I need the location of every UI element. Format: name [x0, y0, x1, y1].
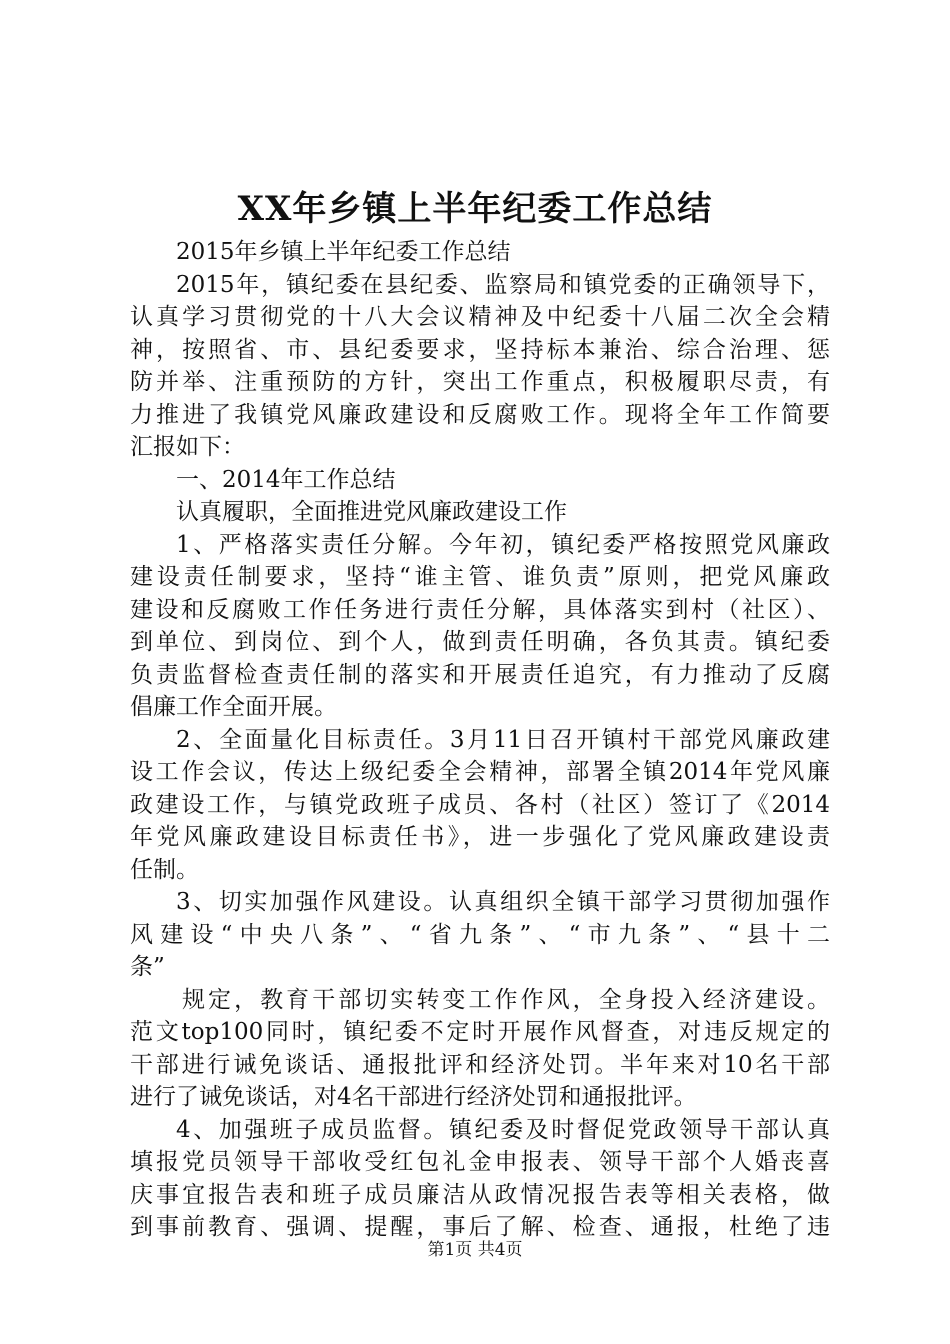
- paragraph-line: 1、严格落实责任分解。今年初，镇纪委严格按照党风廉政: [176, 531, 830, 558]
- paragraph-line: 汇报如下：: [130, 434, 245, 460]
- paragraph-line: 干部进行诫免谈话、通报批评和经济处罚。半年来对10名干部: [130, 1051, 830, 1078]
- document-body: [130, 236, 830, 1244]
- paragraph-line: 范文top100同时，镇纪委不定时开展作风督查，对违反规定的: [130, 1019, 830, 1045]
- paragraph-line: 条”: [130, 954, 165, 980]
- subsection-heading: 认真履职，全面推进党风廉政建设工作: [176, 499, 567, 525]
- paragraph-line: 力推进了我镇党风廉政建设和反腐败工作。现将全年工作简要: [130, 401, 830, 428]
- paragraph-line: 到事前教育、强调、提醒，事后了解、检查、通报，杜绝了违: [130, 1214, 830, 1240]
- paragraph-line: 建设和反腐败工作任务进行责任分解，具体落实到村（社区）、: [130, 596, 830, 623]
- paragraph-line: 庆事宜报告表和班子成员廉洁从政情况报告表等相关表格，做: [130, 1181, 830, 1208]
- paragraph-line: 建设责任制要求，坚持“谁主管、谁负责”原则，把党风廉政: [130, 564, 830, 590]
- paragraph-line: 防并举、注重预防的方针，突出工作重点，积极履职尽责，有: [130, 369, 830, 395]
- page-footer: 第1页 共4页: [427, 1240, 523, 1260]
- paragraph-line: 规定，教育干部切实转变工作作风，全身投入经济建设。: [182, 986, 830, 1013]
- paragraph-line: 到单位、到岗位、到个人，做到责任明确，各负其责。镇纪委: [130, 629, 830, 655]
- paragraph-line: 2、全面量化目标责任。3月11日召开镇村干部党风廉政建: [176, 726, 830, 753]
- paragraph-line: 进行了诫免谈话，对4名干部进行经济处罚和通报批评。: [130, 1084, 697, 1110]
- paragraph-line: 倡廉工作全面开展。: [130, 694, 337, 720]
- section-heading: 一、2014年工作总结: [176, 466, 396, 493]
- paragraph-line: 3、切实加强作风建设。认真组织全镇干部学习贯彻加强作: [176, 889, 830, 915]
- paragraph-line: 年党风廉政建设目标责任书》，进一步强化了党风廉政建设责: [130, 824, 830, 850]
- paragraph-line: 政建设工作，与镇党政班子成员、各村（社区）签订了《2014: [130, 791, 830, 818]
- paragraph-line: 认真学习贯彻党的十八大会议精神及中纪委十八届二次全会精: [130, 304, 830, 330]
- paragraph-line: 任制。: [130, 856, 199, 883]
- paragraph-line: 负责监督检查责任制的落实和开展责任追究，有力推动了反腐: [130, 661, 830, 688]
- paragraph-line: 神，按照省、市、县纪委要求，坚持标本兼治、综合治理、惩: [130, 336, 830, 363]
- paragraph-line: 4、加强班子成员监督。镇纪委及时督促党政领导干部认真: [176, 1116, 830, 1143]
- paragraph-line: 填报党员领导干部收受红包礼金申报表、领导干部个人婚丧喜: [130, 1149, 830, 1175]
- paragraph-line: 设工作会议，传达上级纪委全会精神，部署全镇2014年党风廉: [130, 759, 830, 785]
- paragraph-line: 风建设“中央八条”、“省九条”、“市九条”、“县十二: [130, 921, 830, 948]
- document-title: XX年乡镇上半年纪委工作总结: [237, 189, 713, 229]
- subtitle-line: 2015年乡镇上半年纪委工作总结: [176, 239, 511, 265]
- paragraph-line: 2015年，镇纪委在县纪委、监察局和镇党委的正确领导下，: [176, 271, 830, 298]
